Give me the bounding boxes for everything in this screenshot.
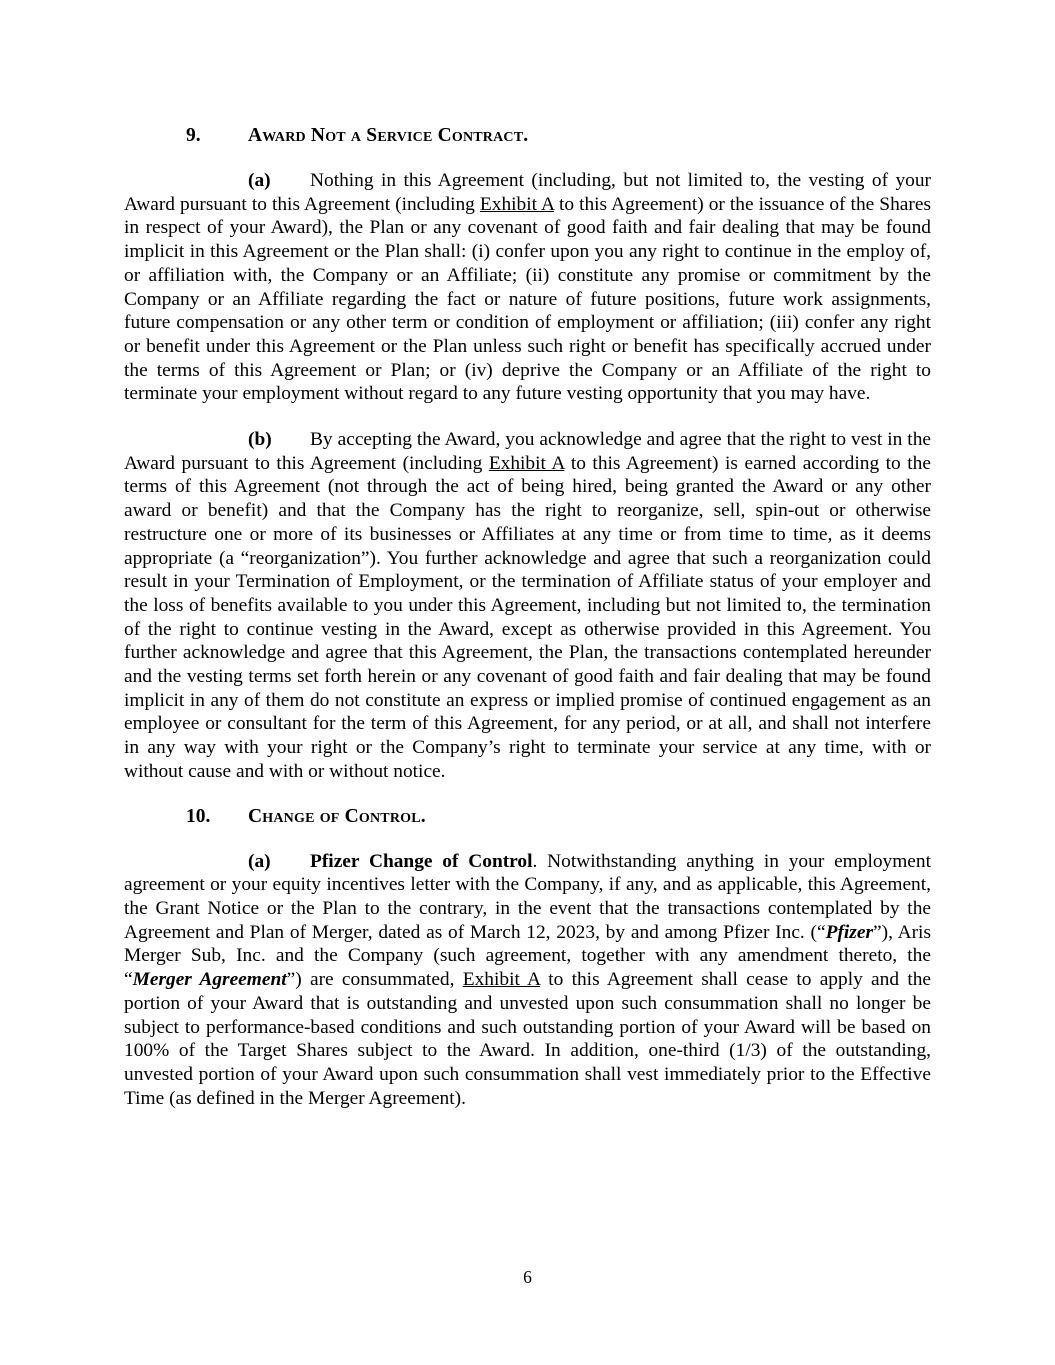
paragraph-text: By accepting the Award, you acknowledge and agree that the right to vest in the Award pursuant to this Agreement (including bbox=[124, 429, 931, 474]
exhibit-a-reference: Exhibit A bbox=[479, 193, 554, 215]
section-number: 9. bbox=[186, 125, 201, 146]
section-10-heading bbox=[124, 805, 931, 829]
exhibit-a-reference: Exhibit A bbox=[488, 452, 565, 474]
page-number: 6 bbox=[523, 1267, 532, 1287]
section-title: Award Not a Service Contract. bbox=[248, 125, 529, 146]
section-9b-paragraph bbox=[124, 428, 931, 784]
paragraph-text: . Notwithstanding anything in your employment agreement or your equity incentives letter with the Company, if any, and as applicable, this Agreement, the Grant Notice or the Plan to the contrary, in the event that the transactions contemplated by the Agreement and Plan of Merger, dated as of March 12, 2023, by and among Pfizer Inc. (“ bbox=[124, 850, 931, 943]
paragraph-text: Nothing in this Agreement (including, but not limited to, the vesting of your Award pursuant to this Agreement (including bbox=[124, 170, 931, 215]
clause-label: (a) bbox=[248, 170, 271, 191]
section-title: Change of Control. bbox=[248, 805, 426, 827]
section-9-heading bbox=[124, 124, 931, 148]
paragraph-text: ”), Aris Merger Sub, Inc. and the Company (such agreement, together with any amendment thereto, the “ bbox=[124, 921, 931, 991]
section-number: 10. bbox=[186, 805, 211, 827]
clause-label: (b) bbox=[248, 429, 272, 451]
clause-label: (a) bbox=[248, 850, 271, 872]
paragraph-text: to this Agreement shall cease to apply and the portion of your Award that is outstanding and unvested upon such consummation shall no longer be subject to performance-based conditions and such outstanding portion of your Award will be based on 100% of the Target Shares subject to the Award. In addition, one-third (1/3) of the outstanding, unvested portion of your Award upon such consummation shall vest immediately prior to the Effective Time (as defined in the Merger Agreement). bbox=[124, 969, 932, 1109]
clause-subtitle: Pfizer Change of Control bbox=[310, 850, 533, 872]
defined-term-merger-agreement: Merger Agreement bbox=[132, 969, 287, 991]
document-page bbox=[124, 124, 931, 1131]
paragraph-text: to this Agreement) or the issuance of the Shares in respect of your Award), the Plan or any covenant of good faith and fair dealing that may be found implicit in this Agreement or the Plan shall: (i) confer upon you any right to continue in the employ of, or affiliation with, the Company or an Affiliate; (ii) constitute any promise or commitment by the Company or an Affiliate regarding the fact or nature of future positions, future work assignments, future compensation or any other term or condition of employment or affiliation; (iii) confer any right or benefit under this Agreement or the Plan unless such right or benefit has specifically accrued under the terms of this Agreement or Plan; or (iv) deprive the Company or an Affiliate of the right to terminate your employment without regard to any future vesting opportunity that you may have. bbox=[124, 193, 931, 405]
exhibit-a-reference: Exhibit A bbox=[462, 969, 540, 991]
section-10a-paragraph bbox=[124, 850, 931, 1111]
defined-term-pfizer: Pfizer bbox=[825, 921, 873, 943]
section-9a-paragraph bbox=[124, 169, 931, 406]
paragraph-text: ”) are consummated, bbox=[286, 969, 463, 991]
paragraph-text: to this Agreement) is earned according to the terms of this Agreement (not through the act of being hired, being granted the Award or any other award or benefit) and that the Company has the right to reorganize, sell, spin-out or otherwise restructure one or more of its businesses or Affiliates at any time or from time to time, as it deems appropriate (a “reorganization”). You further acknowledge and agree that such a reorganization could result in your Termination of Employment, or the termination of Affiliate status of your employer and the loss of benefits available to you under this Agreement, including but not limited to, the termination of the right to continue vesting in the Award, except as otherwise provided in this Agreement. You further acknowledge and agree that this Agreement, the Plan, the transactions contemplated hereunder and the vesting terms set forth herein or any covenant of good faith and fair dealing that may be found implicit in any of them do not constitute an express or implied promise of continued engagement as an employee or consultant for the term of this Agreement, for any period, or at all, and shall not interfere in any way with your right or the Company’s right to terminate your service at any time, with or without cause and with or without notice. bbox=[124, 452, 931, 782]
